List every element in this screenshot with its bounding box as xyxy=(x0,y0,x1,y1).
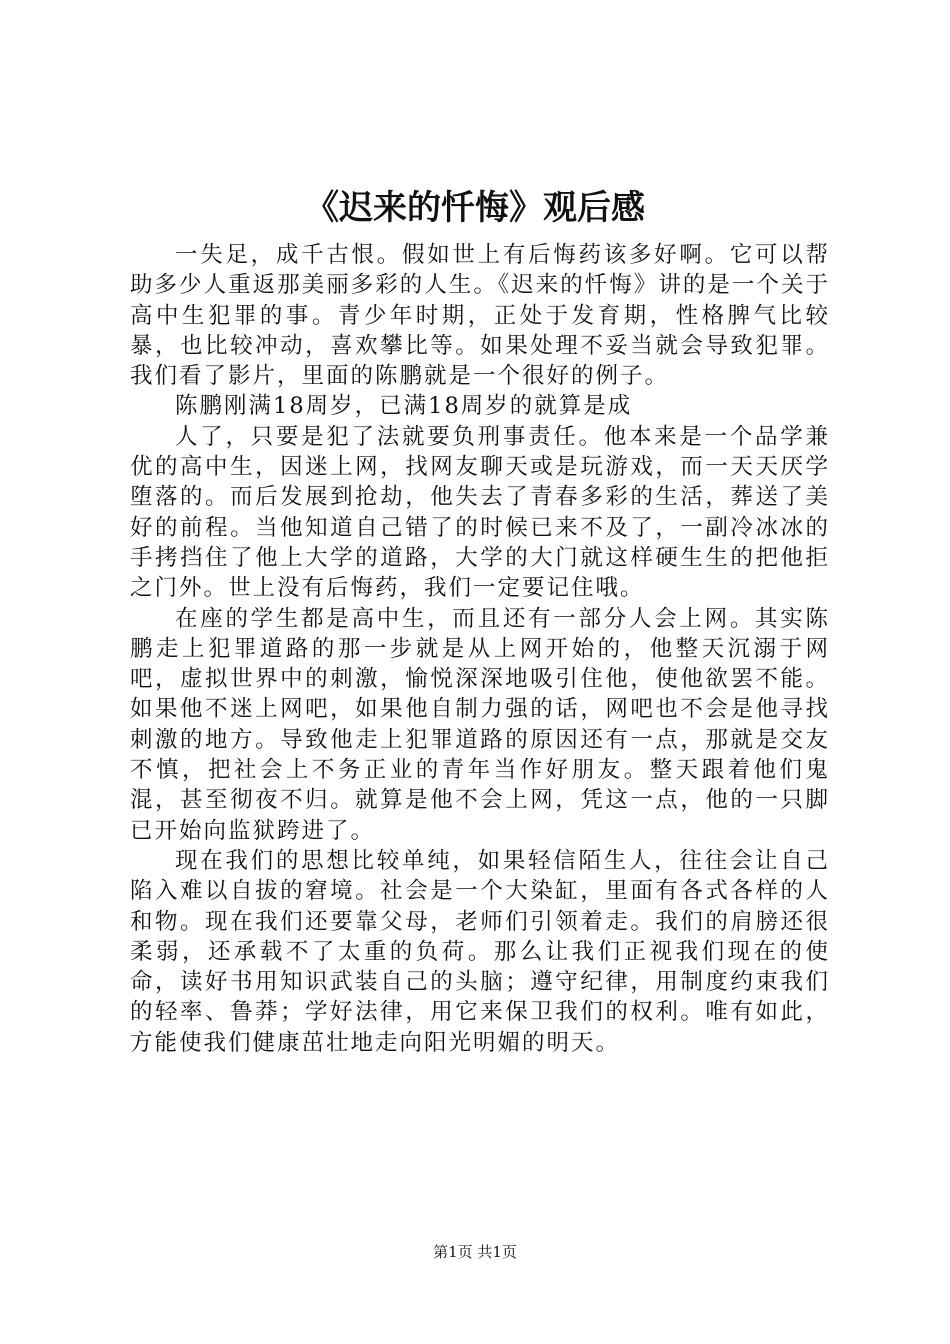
paragraph-3: 人了，只要是犯了法就要负刑事责任。他本来是一个品学兼优的高中生，因迷上网，找网友聊天或是玩游戏，而一天天厌学堕落的。而后发展到抢劫，他失去了青春多彩的生活，葬送了美好的前程。当他知道自己错了的时候已来不及了，一副冷冰冰的手拷挡住了他上大学的道路，大学的大门就这样硬生生的把他拒之门外。世上没有后悔药，我们一定要记住哦。 xyxy=(130,423,830,602)
document-body xyxy=(130,240,830,1058)
paragraph-1: 一失足，成千古恨。假如世上有后悔药该多好啊。它可以帮助多少人重返那美丽多彩的人生。《迟来的忏悔》讲的是一个关于高中生犯罪的事。青少年时期，正处于发育期，性格脾气比较暴，也比较冲动，喜欢攀比等。如果处理不妥当就会导致犯罪。我们看了影片，里面的陈鹏就是一个很好的例子。 xyxy=(130,242,830,390)
paragraph-2: 陈鹏刚满18周岁，已满18周岁的就算是成 xyxy=(175,393,633,420)
page-footer: 第1页 共1页 xyxy=(433,1243,517,1261)
paragraph-5: 现在我们的思想比较单纯，如果轻信陌生人，往往会让自己陷入难以自拔的窘境。社会是一个大染缸，里面有各式各样的人和物。现在我们还要靠父母，老师们引领着走。我们的肩膀还很柔弱，还承载不了太重的负荷。那么让我们正视我们现在的使命，读好书用知识武装自己的头脑；遵守纪律，用制度约束我们的轻率、鲁莽；学好法律，用它来保卫我们的权利。唯有如此，方能使我们健康茁壮地走向阳光明媚的明天。 xyxy=(130,847,830,1056)
document-title: 《迟来的忏悔》观后感 xyxy=(305,188,645,228)
paragraph-4: 在座的学生都是高中生，而且还有一部分人会上网。其实陈鹏走上犯罪道路的那一步就是从上网开始的，他整天沉溺于网吧，虚拟世界中的刺激，愉悦深深地吸引住他，使他欲罢不能。如果他不迷上网吧，如果他自制力强的话，网吧也不会是他寻找刺激的地方。导致他走上犯罪道路的原因还有一点，那就是交友不慎，把社会上不务正业的青年当作好朋友。整天跟着他们鬼混，甚至彻夜不归。就算是他不会上网，凭这一点，他的一只脚已开始向监狱跨进了。 xyxy=(130,605,830,844)
